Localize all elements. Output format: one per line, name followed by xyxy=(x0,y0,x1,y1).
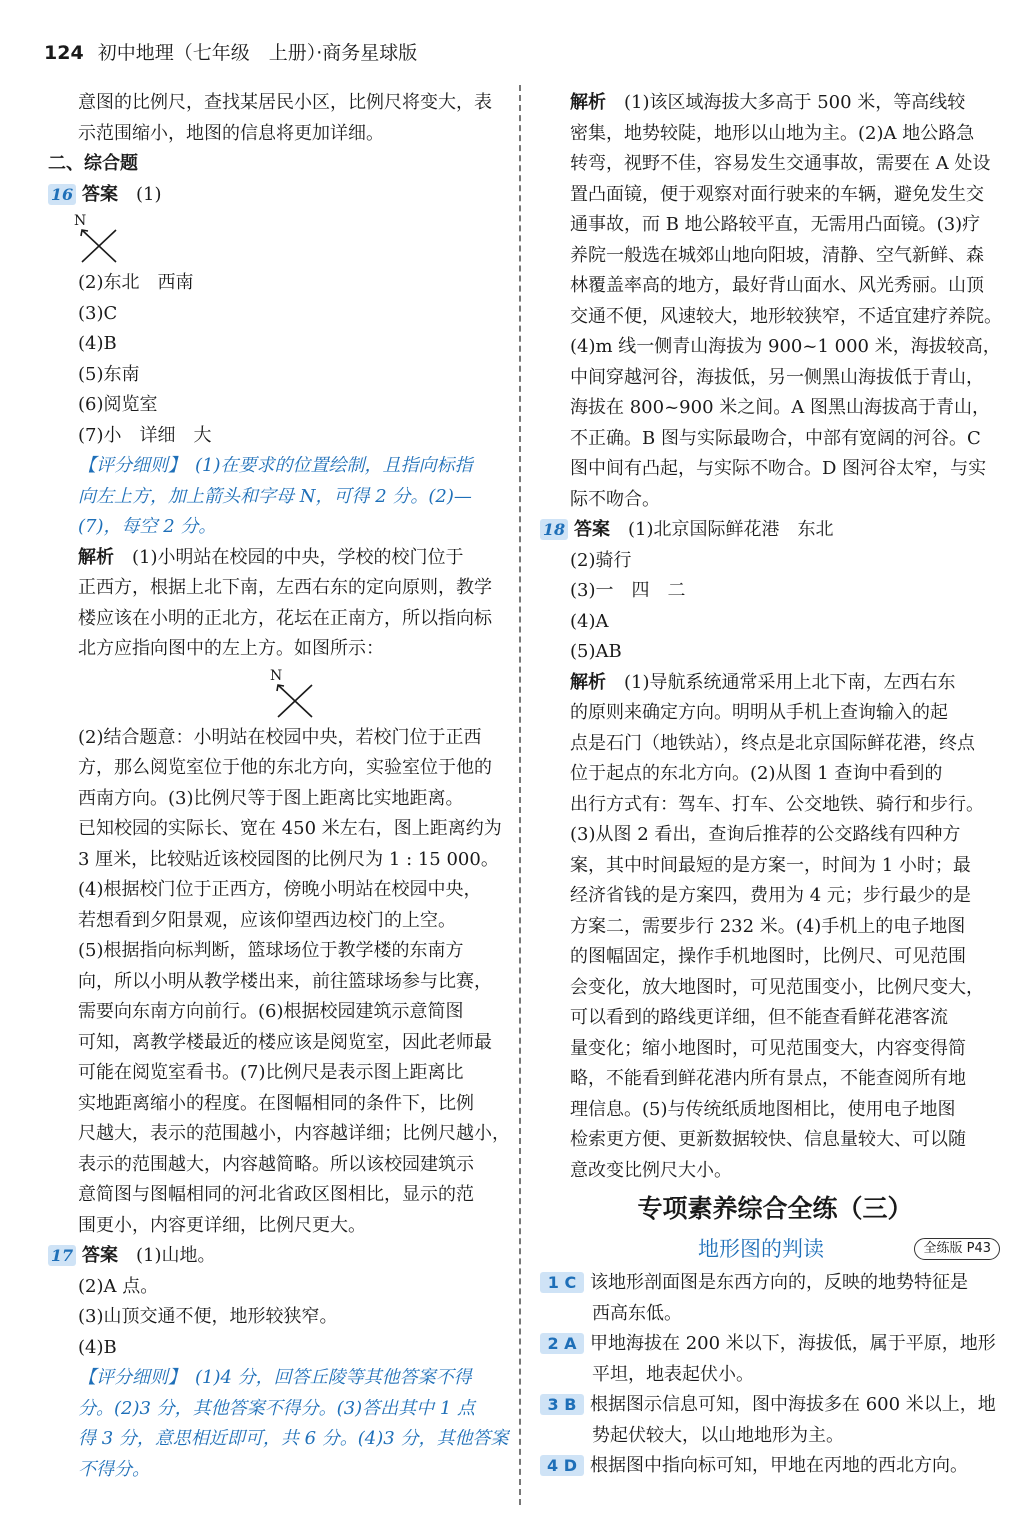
choice-answer-badge: 1 C xyxy=(540,1272,584,1293)
analysis-line: 楼应该在小明的正北方，花坛在正南方，所以指向标 xyxy=(78,607,492,629)
analysis-line: 案，其中时间最短的是方案一，时间为 1 小时；最 xyxy=(570,854,971,876)
choice-item: 1 C 该地形剖面图是东西方向的，反映的地势特征是 xyxy=(540,1268,1010,1299)
analysis-line: 解析 (1)该区域海拔大多高于 500 米，等高线较 xyxy=(570,92,966,113)
analysis-line: 转弯，视野不佳，容易发生交通事故，需要在 A 处设 xyxy=(570,153,991,174)
book-title: 初中地理（七年级 上册）·商务星球版 xyxy=(97,42,418,64)
answer-line: (2)骑行 xyxy=(570,549,632,571)
analysis-line: (2)结合题意：小明站在校园中央，若校门位于正西 xyxy=(78,726,482,748)
analysis-line: 出行方式有：驾车、打车、公交地铁、骑行和步行。 xyxy=(570,793,984,815)
choice-item: 3 B 根据图示信息可知，图中海拔多在 600 米以上，地 xyxy=(540,1390,1010,1421)
question-number-badge: 17 xyxy=(48,1245,76,1266)
analysis-line: 可知，离教学楼最近的楼应该是阅览室，因此老师最 xyxy=(78,1031,492,1053)
analysis-line: 理信息。(5)与传统纸质地图相比，使用电子地图 xyxy=(570,1098,956,1120)
north-arrow-icon xyxy=(74,212,134,268)
choice-item-cont: 西高东低。 xyxy=(592,1302,682,1324)
text-line: 示范围缩小，地图的信息将更加详细。 xyxy=(78,122,384,144)
subsection-title: 地形图的判读 xyxy=(698,1237,824,1261)
answer-line: (2)A 点。 xyxy=(78,1275,159,1297)
answer-line: (5)AB xyxy=(570,641,622,662)
analysis-line: (4)根据校门位于正西方，傍晚小明站在校园中央， xyxy=(78,879,482,900)
analysis-line: 检索更方便、更新数据较快、信息量较大、可以随 xyxy=(570,1129,966,1150)
analysis-line: 可能在阅览室看书。(7)比例尺是表示图上距离比 xyxy=(78,1062,464,1083)
analysis-line: 尺越大，表示的范围越小，内容越详细；比例尺越小， xyxy=(78,1123,510,1144)
analysis-line: 意改变比例尺大小。 xyxy=(570,1159,732,1181)
analysis-line: 置凸面镜，便于观察对面行驶来的车辆，避免发生交 xyxy=(570,183,984,205)
analysis-line: 通事故，而 B 地公路较平直，无需用凸面镜。(3)疗 xyxy=(570,214,981,235)
compass-label: N xyxy=(270,667,283,684)
choice-item: 2 A 甲地海拔在 200 米以下，海拔低，属于平原，地形 xyxy=(540,1329,1010,1360)
page-number: 124 xyxy=(44,42,84,64)
north-arrow-icon xyxy=(270,667,330,723)
answer-text: (1) xyxy=(136,183,162,205)
analysis-line: 密集，地势较陡，地形以山地为主。(2)A 地公路急 xyxy=(570,122,975,144)
analysis-line: 解析 (1)小明站在校园的中央，学校的校门位于 xyxy=(78,546,464,568)
analysis-line: 方案二，需要步行 232 米。(4)手机上的电子地图 xyxy=(570,915,966,937)
rubric-line: 得 3 分，意思相近即可，共 6 分。(4)3 分，其他答案 xyxy=(78,1428,509,1449)
analysis-line: 西南方向。(3)比例尺等于图上距离比实地距离。 xyxy=(78,787,464,809)
analysis-line: 略，不能看到鲜花港内所有景点，不能查阅所有地 xyxy=(570,1068,966,1089)
analysis-line: 养院一般选在城郊山地向阳坡，清静、空气新鲜、森 xyxy=(570,244,984,266)
analysis-line: 会变化，放大地图时，可见范围变小，比例尺变大， xyxy=(570,976,984,998)
answer-line: (3)一 四 二 xyxy=(570,580,686,601)
analysis-line: (4)m 线一侧青山海拔为 900~1 000 米，海拔较高， xyxy=(570,336,1001,357)
rubric-line: (7)，每空 2 分。 xyxy=(78,516,217,537)
analysis-line: 围更小，内容更详细，比例尺更大。 xyxy=(78,1214,366,1236)
analysis-line: 图中间有凸起，与实际不吻合。D 图河谷太窄，与实 xyxy=(570,458,987,479)
analysis-line: 表示的范围越大，内容越简略。所以该校园建筑示 xyxy=(78,1153,474,1175)
q16-answer-line xyxy=(48,180,510,211)
rubric-line: 分。(2)3 分，其他答案不得分。(3)答出其中 1 点 xyxy=(78,1397,476,1419)
analysis-line: 的图幅固定，操作手机地图时，比例尺、可见范围 xyxy=(570,946,966,967)
section-heading: 二、综合题 xyxy=(48,153,138,174)
rubric-line: 不得分。 xyxy=(78,1458,150,1480)
analysis-line: 际不吻合。 xyxy=(570,488,660,510)
choice-item: 4 D 根据图中指向标可知，甲地在丙地的西北方向。 xyxy=(540,1451,1010,1482)
analysis-line: 点是石门（地铁站），终点是北京国际鲜花港，终点 xyxy=(570,732,975,754)
answer-label: 答案 xyxy=(82,183,118,205)
rubric-line: 向左上方，加上箭头和字母 N，可得 2 分。(2)— xyxy=(78,485,472,507)
choice-answer-badge: 3 B xyxy=(540,1394,584,1415)
analysis-line: 北方应指向图中的左上方。如图所示： xyxy=(78,638,384,659)
q17-answer-line xyxy=(48,1241,510,1272)
analysis-line: 的原则来确定方向。明明从手机上查询输入的起 xyxy=(570,702,948,723)
analysis-line: 交通不便，风速较大，地形较狭窄，不适宜建疗养院。 xyxy=(570,305,1002,327)
compass-figure-1 xyxy=(48,210,510,268)
analysis-line: (3)从图 2 看出，查询后推荐的公交路线有四种方 xyxy=(570,824,961,845)
answer-line: (4)A xyxy=(570,610,609,632)
subsection-row xyxy=(540,1232,1010,1268)
analysis-line: 正西方，根据上北下南，左西右东的定向原则，教学 xyxy=(78,577,492,598)
answer-line: (6)阅览室 xyxy=(78,394,158,415)
analysis-line: 林覆盖率高的地方，最好背山面水、风光秀丽。山顶 xyxy=(570,275,984,296)
analysis-line: 实地距离缩小的程度。在图幅相同的条件下，比例 xyxy=(78,1092,474,1114)
answer-line: (5)东南 xyxy=(78,363,140,385)
compass-figure-2 xyxy=(48,665,510,723)
answer-text: (1)北京国际鲜花港 东北 xyxy=(628,519,834,540)
analysis-label: 解析 xyxy=(570,92,606,113)
analysis-line: 向，所以小明从教学楼出来，前往篮球场参与比赛， xyxy=(78,970,492,992)
analysis-line: 经济省钱的是方案四，费用为 4 元；步行最少的是 xyxy=(570,885,971,906)
compass-label: N xyxy=(74,213,87,229)
answer-line: (4)B xyxy=(78,1336,117,1358)
analysis-line: 中间穿越河谷，海拔低，另一侧黑山海拔低于青山， xyxy=(570,366,984,388)
answer-label: 答案 xyxy=(82,1245,118,1266)
analysis-line: 已知校园的实际长、宽在 450 米左右，图上距离约为 xyxy=(78,818,502,839)
question-number-badge: 16 xyxy=(48,184,76,205)
page-reference-badge: 全练版 P43 xyxy=(914,1238,1000,1260)
text-line: 意图的比例尺，查找某居民小区，比例尺将变大，表 xyxy=(78,92,492,113)
answer-line: (7)小 详细 大 xyxy=(78,424,212,446)
question-number-badge: 18 xyxy=(540,519,568,540)
q18-answer-line xyxy=(540,515,1010,546)
analysis-line: 3 厘米，比较贴近该校园图的比例尺为 1 : 15 000。 xyxy=(78,848,499,870)
analysis-label: 解析 xyxy=(570,671,606,693)
answer-line: (3)C xyxy=(78,302,118,324)
analysis-line: 意简图与图幅相同的河北省政区图相比，显示的范 xyxy=(78,1184,474,1205)
analysis-line: 可以看到的路线更详细，但不能查看鲜花港客流 xyxy=(570,1007,948,1028)
choice-answer-badge: 4 D xyxy=(540,1455,584,1476)
left-column xyxy=(48,88,510,1485)
rubric-line: 【评分细则】 (1)在要求的位置绘制，且指向标指 xyxy=(78,455,473,476)
analysis-line: 若想看到夕阳景观，应该仰望西边校门的上空。 xyxy=(78,909,456,931)
rubric-line: 【评分细则】 (1)4 分，回答丘陵等其他答案不得 xyxy=(78,1367,472,1388)
right-column xyxy=(540,88,1010,1482)
choice-answer-badge: 2 A xyxy=(540,1333,584,1354)
analysis-line: 海拔在 800~900 米之间。A 图黑山海拔高于青山， xyxy=(570,397,990,418)
column-divider xyxy=(519,85,521,1505)
answer-label: 答案 xyxy=(574,519,610,540)
analysis-line: 解析 (1)导航系统通常采用上北下南，左西右东 xyxy=(570,671,956,693)
analysis-line: 方，那么阅览室位于他的东北方向，实验室位于他的 xyxy=(78,757,492,778)
analysis-line: 不正确。B 图与实际最吻合，中部有宽阔的河谷。C xyxy=(570,427,981,449)
analysis-line: 位于起点的东北方向。(2)从图 1 查询中看到的 xyxy=(570,763,943,784)
analysis-line: 量变化；缩小地图时，可见范围变大，内容变得简 xyxy=(570,1037,966,1059)
answer-line: (4)B xyxy=(78,333,117,354)
answer-line: (3)山顶交通不便，地形较狭窄。 xyxy=(78,1306,338,1327)
page-header xyxy=(44,38,417,65)
analysis-line: (5)根据指向标判断，篮球场位于教学楼的东南方 xyxy=(78,940,464,961)
answer-text: (1)山地。 xyxy=(136,1245,216,1266)
analysis-line: 需要向东南方向前行。(6)根据校园建筑示意简图 xyxy=(78,1001,464,1022)
analysis-label: 解析 xyxy=(78,546,114,568)
choice-item-cont: 势起伏较大，以山地地形为主。 xyxy=(592,1424,844,1446)
section-title: 专项素养综合全练（三） xyxy=(637,1194,913,1223)
answer-line: (2)东北 西南 xyxy=(78,272,194,293)
choice-item-cont: 平坦，地表起伏小。 xyxy=(592,1363,754,1385)
